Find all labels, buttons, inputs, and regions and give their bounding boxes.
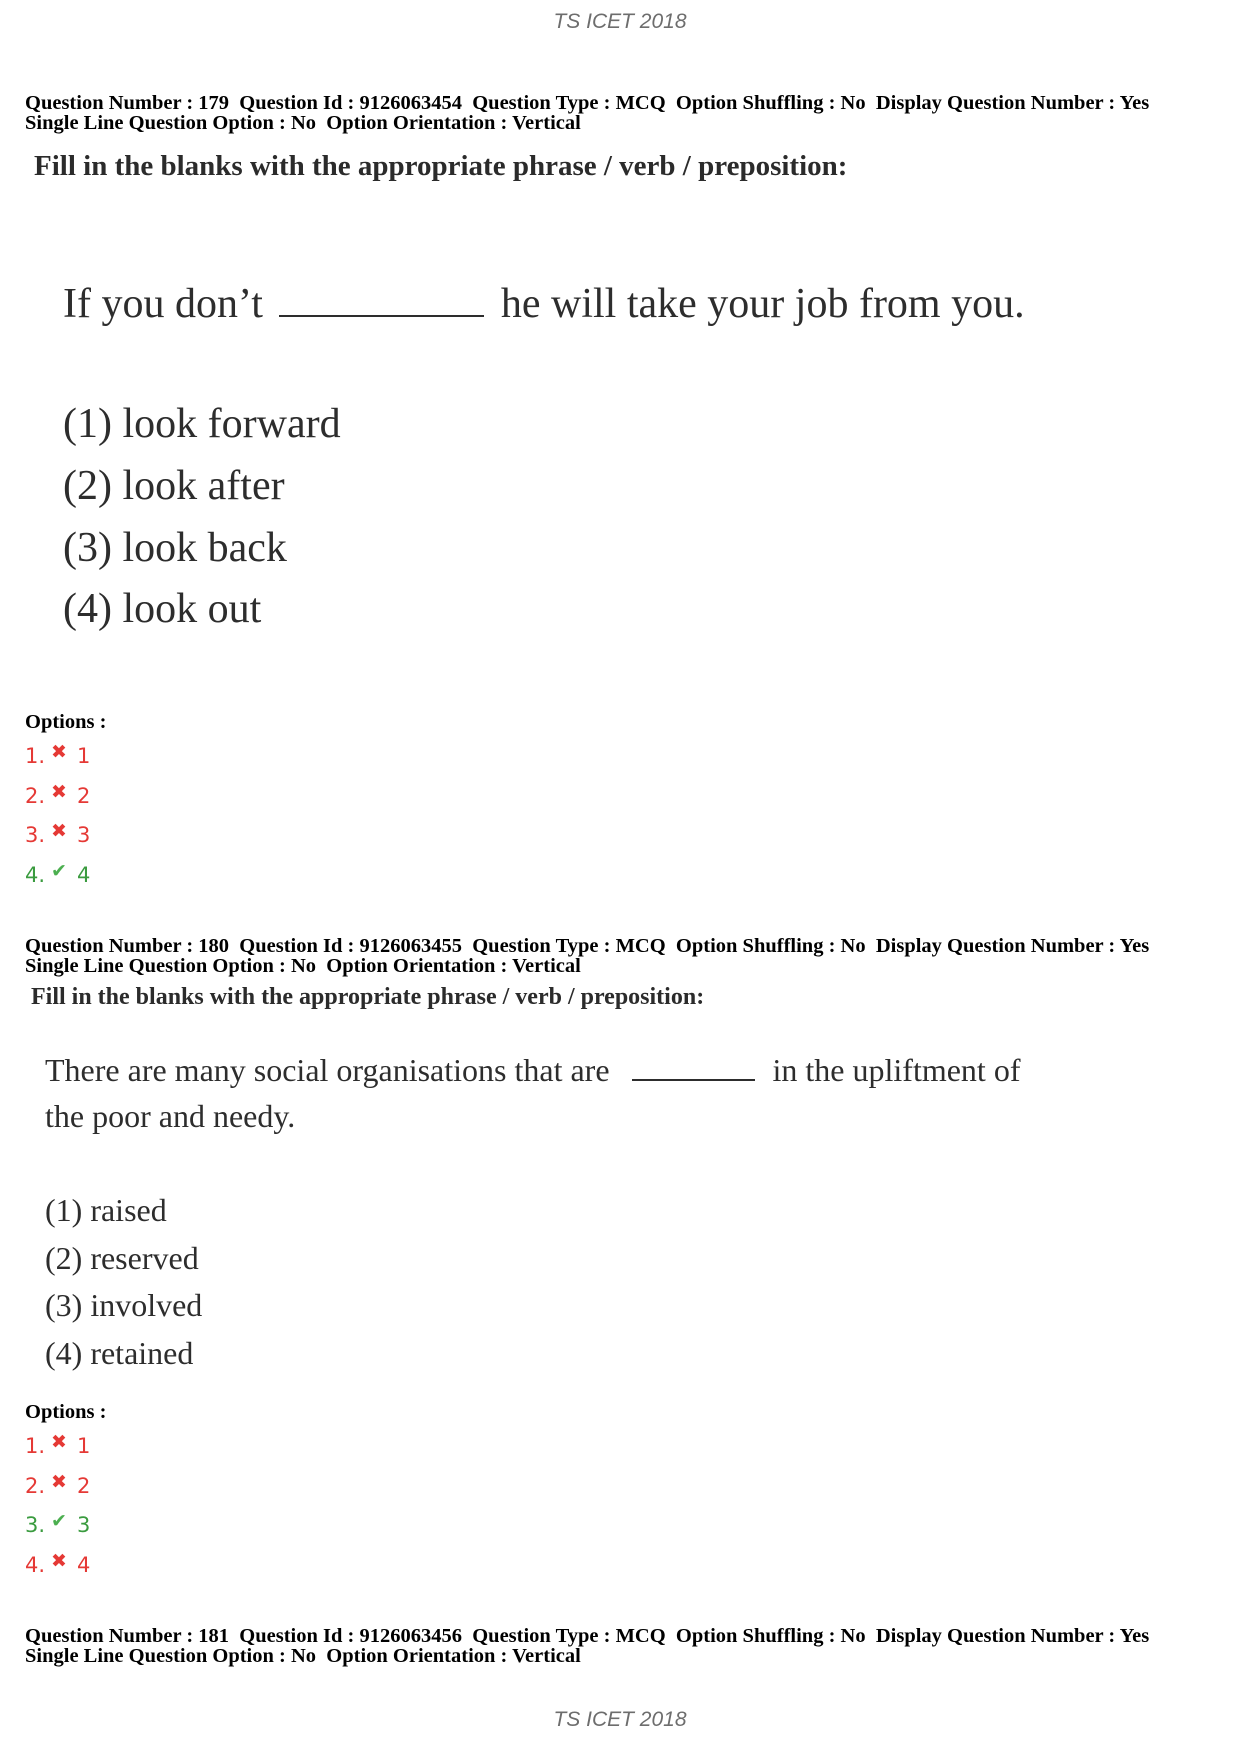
stem-text-before: If you don’t	[63, 281, 263, 327]
option-row	[25, 1471, 90, 1501]
check-icon: ✔	[51, 1510, 67, 1532]
question-meta-line1: Question Number : 180 Question Id : 9126063455 Question Type : MCQ Option Shuffling : No Display Question Number : Yes	[25, 935, 1150, 957]
blank-line	[632, 1079, 755, 1081]
option-value: 4	[77, 863, 91, 887]
option-row-correct	[25, 1510, 90, 1540]
option-value: 2	[77, 1474, 91, 1498]
stem-text-before: There are many social organisations that are	[45, 1052, 610, 1088]
option-row	[25, 820, 90, 850]
answer-choice: (2) reserved	[45, 1240, 199, 1276]
question-stem	[45, 1052, 1020, 1089]
option-row	[25, 781, 90, 811]
page-header: TS ICET 2018	[553, 10, 687, 33]
cross-icon: ✖	[51, 781, 67, 803]
check-icon: ✔	[51, 860, 67, 882]
option-number: 3.	[25, 823, 46, 847]
option-number: 4.	[25, 863, 46, 887]
option-row-correct	[25, 860, 90, 890]
page-footer: TS ICET 2018	[553, 1708, 687, 1731]
answer-choice: (4) retained	[45, 1335, 194, 1371]
stem-text-after: he will take your job from you.	[500, 281, 1025, 327]
question-instruction: Fill in the blanks with the appropriate phrase / verb / preposition:	[34, 150, 848, 182]
cross-icon: ✖	[51, 1471, 67, 1493]
option-value: 1	[77, 1434, 91, 1458]
option-row	[25, 741, 90, 771]
question-stem-line2: the poor and needy.	[45, 1098, 296, 1134]
question-meta-line1: Question Number : 181 Question Id : 9126063456 Question Type : MCQ Option Shuffling : No Display Question Number : Yes	[25, 1625, 1150, 1647]
question-meta-line2: Single Line Question Option : No Option Orientation : Vertical	[25, 1645, 581, 1667]
option-number: 2.	[25, 784, 46, 808]
question-stem	[63, 280, 1025, 328]
blank-line	[279, 315, 484, 317]
stem-text-after: in the upliftment of	[772, 1052, 1021, 1088]
option-number: 3.	[25, 1513, 46, 1537]
answer-choice: (4) look out	[63, 586, 262, 632]
question-instruction: Fill in the blanks with the appropriate phrase / verb / preposition:	[31, 984, 705, 1010]
cross-icon: ✖	[51, 820, 67, 842]
answer-choice: (3) involved	[45, 1287, 203, 1323]
option-row	[25, 1550, 90, 1580]
option-value: 4	[77, 1553, 91, 1577]
option-row	[25, 1431, 90, 1461]
answer-choice: (1) raised	[45, 1192, 167, 1228]
cross-icon: ✖	[51, 1431, 67, 1453]
option-number: 4.	[25, 1553, 46, 1577]
question-meta-line2: Single Line Question Option : No Option Orientation : Vertical	[25, 955, 581, 977]
option-value: 3	[77, 823, 91, 847]
question-meta-line1: Question Number : 179 Question Id : 9126063454 Question Type : MCQ Option Shuffling : No Display Question Number : Yes	[25, 92, 1150, 114]
cross-icon: ✖	[51, 1550, 67, 1572]
answer-choice: (3) look back	[63, 525, 287, 571]
options-label: Options :	[25, 711, 107, 733]
options-label: Options :	[25, 1401, 107, 1423]
option-value: 2	[77, 784, 91, 808]
answer-choice: (2) look after	[63, 463, 285, 509]
option-number: 1.	[25, 744, 46, 768]
option-number: 2.	[25, 1474, 46, 1498]
option-number: 1.	[25, 1434, 46, 1458]
option-value: 3	[77, 1513, 91, 1537]
cross-icon: ✖	[51, 741, 67, 763]
option-value: 1	[77, 744, 91, 768]
question-meta-line2: Single Line Question Option : No Option Orientation : Vertical	[25, 112, 581, 134]
answer-choice: (1) look forward	[63, 401, 341, 447]
